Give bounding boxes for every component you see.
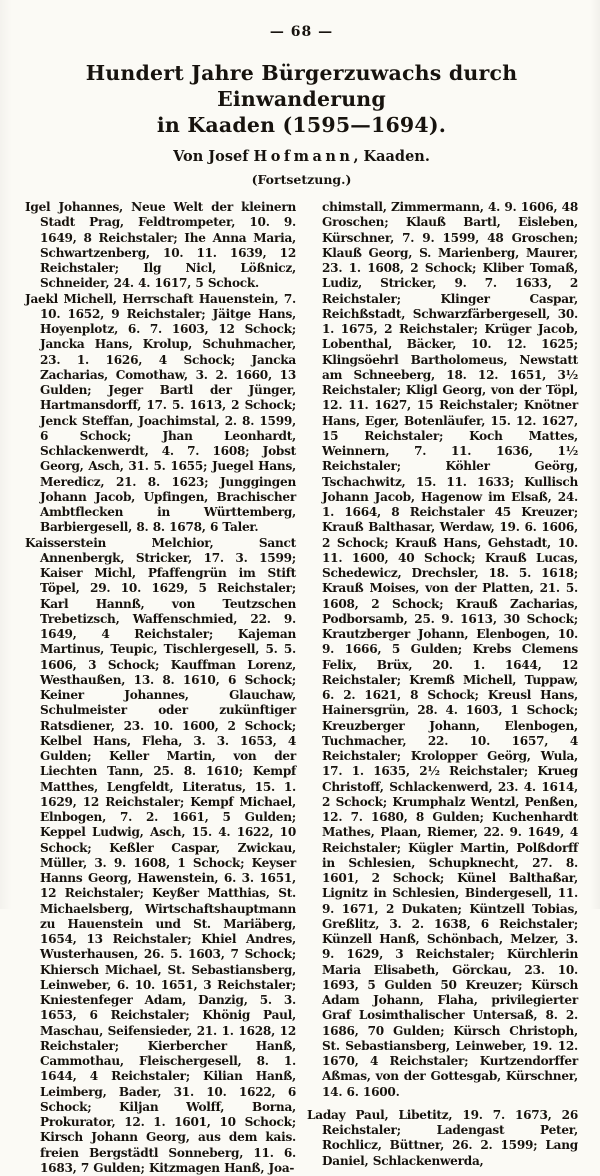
entry-paragraph-igel: Igel Johannes, Neue Welt der kleinern Stadt Prag, Feldtrompeter, 10. 9. 1649, 8 Reichstaler; Ihe Anna Maria, Schwartzenberg, 10. 11. 1639, 12 Reichstaler; Ilg Nicl, Lößnicz, Schneider, 24. 4. 1617, 5 Schock.	[25, 200, 296, 292]
left-column	[25, 200, 296, 1176]
continuation-note: (Fortsetzung.)	[25, 172, 578, 187]
byline-author-name: Hofmann	[254, 148, 354, 165]
entry-paragraph-laday: Laday Paul, Libetitz, 19. 7. 1673, 26 Reichstaler; Ladengast Peter, Rochlicz, Büttner, 26. 2. 1599; Lang Daniel, Schlackenwerda,	[307, 1108, 578, 1169]
article-title-line1: Hundert Jahre Bürgerzuwachs durch Einwanderung	[25, 60, 578, 112]
byline-prefix: Von Josef	[173, 148, 253, 165]
page-number: — 68 —	[25, 24, 578, 40]
byline-suffix: , Kaaden.	[353, 148, 429, 165]
article-title	[25, 60, 578, 138]
byline	[25, 148, 578, 165]
entry-paragraph-kaisserstein: Kaisserstein Melchior, Sanct Annenbergk, Stricker, 17. 3. 1599; Kaiser Michl, Pfaffengrün im Stift Töpel, 29. 10. 1629, 5 Reichstaler; Karl Hannß, von Teutzschen Trebetizsch, Waffenschmied, 22. 9. 1649, 4 Reichstaler; Kajeman Martinus, Teupic, Tischlergesell, 5. 5. 1606, 3 Schock; Kauffman Lorenz, Westhaußen, 13. 8. 1610, 6 Schock; Keiner Johannes, Glauchaw, Schulmeister oder zukünftiger Ratsdiener, 23. 10. 1600, 2 Schock; Kelbel Hans, Fleha, 3. 3. 1653, 4 Gulden; Keller Martin, von der Liechten Tann, 25. 8. 1610; Kempf Matthes, Lengfeldt, Literatus, 15. 1. 1629, 12 Reichstaler; Kempf Michael, Elnbogen, 7. 2. 1661, 5 Gulden; Keppel Ludwig, Asch, 15. 4. 1622, 10 Schock; Keßler Caspar, Zwickau, Müller, 3. 9. 1608, 1 Schock; Keyser Hanns Georg, Hawenstein, 6. 3. 1651, 12 Reichstaler; Keyßer Matthias, St. Michaelsberg, Wirtschaftshauptmann zu Hauenstein und St. Mariäberg, 1654, 13 Reichstaler; Khiel Andres, Wusterhausen, 26. 5. 1603, 7 Schock; Khiersch Michael, St. Sebastiansberg, Leinweber, 6. 10. 1651, 3 Reichstaler; Kniestenfeger Adam, Danzig, 5. 3. 1653, 6 Reichstaler; Khönig Paul, Maschau, Seifensieder, 21. 1. 1628, 12 Reichstaler; Kierbercher Hanß, Cammothau, Fleischergesell, 8. 1. 1644, 4 Reichstaler; Kilian Hanß, Leimberg, Bader, 31. 10. 1622, 6 Schock; Kiljan Wolff, Borna, Prokurator, 12. 1. 1601, 10 Schock; Kirsch Johann Georg, aus dem kais. freien Bergstädtl Sonneberg, 11. 6. 1683, 7 Gulden; Kitzmagen Hanß, Joa-	[25, 536, 296, 1176]
text-columns	[25, 200, 578, 1176]
entry-paragraph-continuation: chimstall, Zimmermann, 4. 9. 1606, 48 Groschen; Klauß Bartl, Eisleben, Kürschner, 7. 9. 1599, 48 Groschen; Klauß Georg, S. Marienberg, Maurer, 23. 1. 1608, 2 Schock; Kliber Tomaß, Ludiz, Stricker, 9. 7. 1633, 2 Reichstaler; Klinger Caspar, Reichßstadt, Schwarzfärbergesell, 30. 1. 1675, 2 Reichstaler; Krüger Jacob, Lobenthal, Bäcker, 10. 12. 1625; Klingsöehrl Bartholomeus, Newstatt am Schneeberg, 18. 12. 1651, 3½ Reichstaler; Kligl Georg, von der Töpl, 12. 11. 1627, 15 Reichstaler; Knötner Hans, Eger, Botenläufer, 15. 12. 1627, 15 Reichstaler; Koch Mattes, Weinnern, 7. 11. 1636, 1½ Reichstaler; Köhler Geörg, Tschachwitz, 15. 11. 1633; Kullisch Johann Jacob, Hagenow im Elsaß, 24. 1. 1664, 8 Reichstaler 45 Kreuzer; Krauß Balthasar, Werdaw, 19. 6. 1606, 2 Schock; Krauß Hans, Gehstadt, 10. 11. 1600, 40 Schock; Krauß Lucas, Schedewicz, Drechsler, 18. 5. 1618; Krauß Moises, von der Platten, 21. 5. 1608, 2 Schock; Krauß Zacharias, Podborsamb, 25. 9. 1613, 30 Schock; Krautzberger Johann, Elenbogen, 10. 9. 1666, 5 Gulden; Krebs Clemens Felix, Brüx, 20. 1. 1644, 12 Reichstaler; Kremß Michell, Tuppaw, 6. 2. 1621, 8 Schock; Kreusl Hans, Hainersgrün, 28. 4. 1603, 1 Schock; Kreuzberger Johann, Elenbogen, Tuchmacher, 22. 10. 1657, 4 Reichstaler; Krolopper Geörg, Wula, 17. 1. 1635, 2½ Reichstaler; Krueg Christoff, Schlackenwerd, 23. 4. 1614, 2 Schock; Krumphalz Wentzl, Penßen, 12. 7. 1680, 8 Gulden; Kuchenhardt Mathes, Plaan, Riemer, 22. 9. 1649, 4 Reichstaler; Kügler Martin, Polßdorff in Schlesien, Schupknecht, 27. 8. 1601, 2 Schock; Künel Balthaßar, Lignitz in Schlesien, Bindergesell, 11. 9. 1671, 2 Dukaten; Küntzell Tobias, Greßlitz, 3. 2. 1638, 6 Reichstaler; Künzell Hanß, Schönbach, Melzer, 3. 9. 1629, 3 Reichstaler; Kürchlerin Maria Elisabeth, Görckau, 23. 10. 1693, 5 Gulden 50 Kreuzer; Kürsch Adam Johann, Flaha, privilegierter Graf Losimthalischer Untersaß, 8. 2. 1686, 70 Gulden; Kürsch Christoph, St. Sebastiansberg, Leinweber, 19. 12. 1670, 4 Reichstaler; Kurtzendorffer Aßmas, von der Gottesgab, Kürschner, 14. 6. 1600.	[307, 200, 578, 1100]
entry-paragraph-jaekl: Jaekl Michell, Herrschaft Hauenstein, 7. 10. 1652, 9 Reichstaler; Jäitge Hans, Hoyenplotz, 6. 7. 1603, 12 Schock; Jancka Hans, Krolup, Schuhmacher, 23. 1. 1626, 4 Schock; Jancka Zacharias, Comothaw, 3. 2. 1660, 13 Gulden; Jeger Bartl der Jünger, Hartmansdorff, 17. 5. 1613, 2 Schock; Jenck Steffan, Joachimstal, 2. 8. 1599, 6 Schock; Jhan Leonhardt, Schlackenwerdt, 4. 7. 1608; Jobst Georg, Asch, 31. 5. 1655; Juegel Hans, Meredicz, 21. 8. 1623; Junggingen Johann Jacob, Upfingen, Brachischer Ambtflecken in Württemberg, Barbiergesell, 8. 8. 1678, 6 Taler.	[25, 292, 296, 536]
article-title-line2: in Kaaden (1595—1694).	[25, 112, 578, 138]
right-column	[307, 200, 578, 1176]
